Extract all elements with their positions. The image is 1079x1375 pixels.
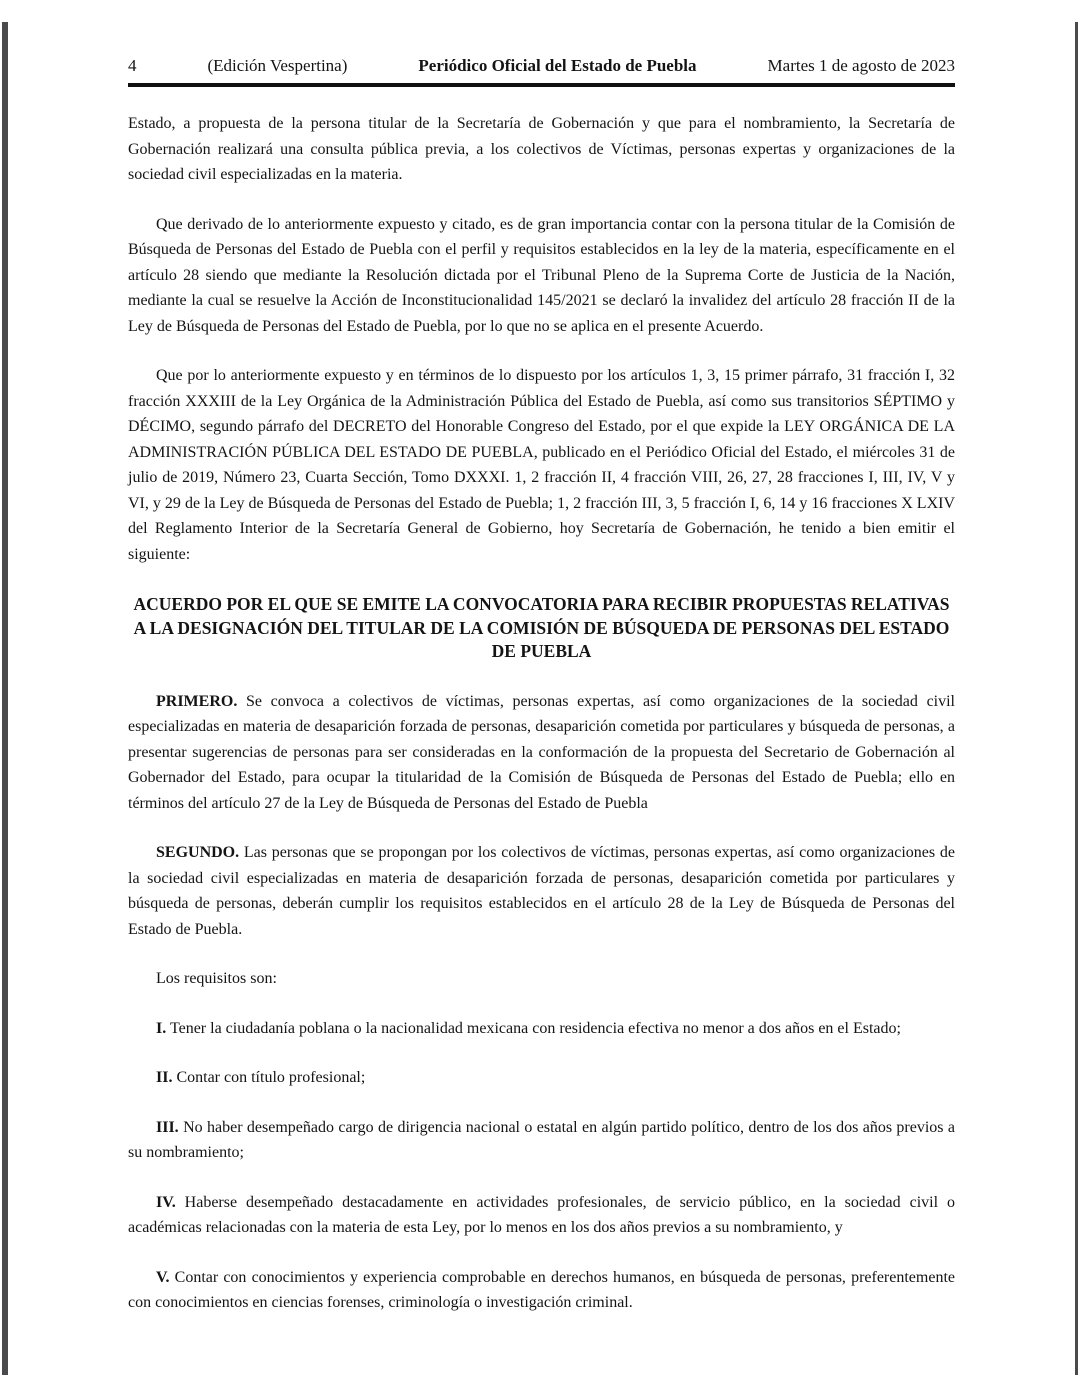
paragraph-whereas-2 xyxy=(128,363,955,567)
clause-text: Las personas que se propongan por los colectivos de víctimas, personas expertas, así como organizaciones de la sociedad civil especializadas en materia de desaparición forzada de personas, desaparición cometida por particulares y búsqueda de personas, deberán cumplir los requisitos establecidos en el artículo 28 de la Ley de Búsqueda de Personas del Estado de Puebla. xyxy=(128,844,955,938)
clause-text: Se convoca a colectivos de víctimas, personas expertas, así como organizaciones de la sociedad civil especializadas en materia de desaparición forzada de personas, desaparición cometida por particulares y búsqueda de personas, a presentar sugerencias de personas para ser consideradas en la conformación de la propuesta del Secretario de Gobernación al Gobernador del Estado, para ocupar la titularidad de la Comisión de Búsqueda de Personas del Estado de Puebla; ello en términos del artículo 27 de la Ley de Búsqueda de Personas del Estado de Puebla xyxy=(128,692,955,812)
requirement-iii xyxy=(128,1115,955,1166)
requirement-text: Tener la ciudadanía poblana o la nacionalidad mexicana con residencia efectiva no menor a dos años en el Estado; xyxy=(166,1019,901,1037)
paragraph-text: Que por lo anteriormente expuesto y en términos de lo dispuesto por los artículos 1, 3, 15 primer párrafo, 31 fracción I, 32 fracción XXXIII de la Ley Orgánica de la Administración Pública del Estado de Puebla, así como sus transitorios SÉPTIMO y DÉCIMO, segundo párrafo del DECRETO del Honorable Congreso del Estado, por el que expide la LEY ORGÁNICA DE LA ADMINISTRACIÓN PÚBLICA DEL ESTADO DE PUEBLA, publicado en el Periódico Oficial del Estado, el miércoles 31 de julio de 2019, Número 23, Cuarta Sección, Tomo DXXXI. 1, 2 fracción II, 4 fracción VIII, 26, 27, 28 fracciones I, III, IV, V y VI, y 29 de la Ley de Búsqueda de Personas del Estado de Puebla; 1, 2 fracción III, 3, 5 fracción I, 6, 14 y 16 fracciones X LXIV del Reglamento Interior de la Secretaría General de Gobierno, hoy Secretaría de Gobernación, he tenido a bien emitir el siguiente: xyxy=(128,367,955,563)
clause-primero xyxy=(128,689,955,817)
paragraph-text: Estado, a propuesta de la persona titular de la Secretaría de Gobernación y que para el nombramiento, la Secretaría de Gobernación realizará una consulta pública previa, a los colectivos de Víctimas, personas expertas y organizaciones de la sociedad civil especializadas en la materia. xyxy=(128,115,955,183)
requirement-text: Haberse desempeñado destacadamente en actividades profesionales, de servicio público, en la sociedad civil o académicas relacionadas con la materia de esta Ley, por lo menos en los dos años previos a su nombramiento, y xyxy=(128,1193,955,1236)
clause-lead: SEGUNDO. xyxy=(156,844,240,861)
requirement-numeral: IV. xyxy=(156,1193,176,1211)
paragraph-whereas-1 xyxy=(128,212,955,340)
decree-title: ACUERDO POR EL QUE SE EMITE LA CONVOCATORIA PARA RECIBIR PROPUESTAS RELATIVAS A LA DESIGNACIÓN DEL TITULAR DE LA COMISIÓN DE BÚSQUEDA DE PERSONAS DEL ESTADO DE PUEBLA xyxy=(133,594,950,661)
clause-segundo xyxy=(128,840,955,942)
clause-lead: PRIMERO. xyxy=(156,692,238,710)
paragraph-text: Los requisitos son: xyxy=(156,970,277,987)
requirement-iv xyxy=(128,1190,955,1241)
masthead-rule xyxy=(128,83,955,87)
requirement-text: No haber desempeñado cargo de dirigencia nacional o estatal en algún partido político, dentro de los dos años previos a su nombramiento; xyxy=(128,1118,955,1161)
requirement-i xyxy=(128,1016,955,1042)
masthead xyxy=(128,54,955,77)
requirements-intro xyxy=(128,966,955,992)
requirement-text: Contar con título profesional; xyxy=(172,1069,366,1086)
paragraph-continuation xyxy=(128,111,955,188)
document-body xyxy=(128,111,955,1316)
paragraph-text: Que derivado de lo anteriormente expuesto y citado, es de gran importancia contar con la persona titular de la Comisión de Búsqueda de Personas del Estado de Puebla con el perfil y requisitos establecidos en la ley de la materia, específicamente en el artículo 28 siendo que mediante la Resolución dictada por el Tribunal Pleno de la Suprema Corte de Justicia de la Nación, mediante la cual se resuelve la Acción de Inconstitucionalidad 145/2021 se declaró la invalidez del artículo 28 fracción II de la Ley de Búsqueda de Personas del Estado de Puebla, por lo que no se aplica en el presente Acuerdo. xyxy=(128,215,955,335)
edition-label: (Edición Vespertina) xyxy=(207,56,348,75)
requirement-ii xyxy=(128,1065,955,1091)
requirement-v xyxy=(128,1265,955,1316)
requirement-numeral: I. xyxy=(156,1019,167,1037)
scan-edge-left xyxy=(2,22,8,1375)
publication-date: Martes 1 de agosto de 2023 xyxy=(767,56,955,75)
requirement-numeral: V. xyxy=(156,1268,170,1286)
requirement-text: Contar con conocimientos y experiencia comprobable en derechos humanos, en búsqueda de personas, preferentemente con conocimientos en ciencias forenses, criminología o investigación criminal. xyxy=(128,1268,955,1311)
page-content xyxy=(128,54,955,1340)
requirement-numeral: II. xyxy=(156,1069,173,1086)
scan-edge-right xyxy=(1075,22,1078,1375)
requirement-numeral: III. xyxy=(156,1118,179,1136)
publication-title: Periódico Oficial del Estado de Puebla xyxy=(418,56,697,75)
page-number: 4 xyxy=(128,56,137,75)
